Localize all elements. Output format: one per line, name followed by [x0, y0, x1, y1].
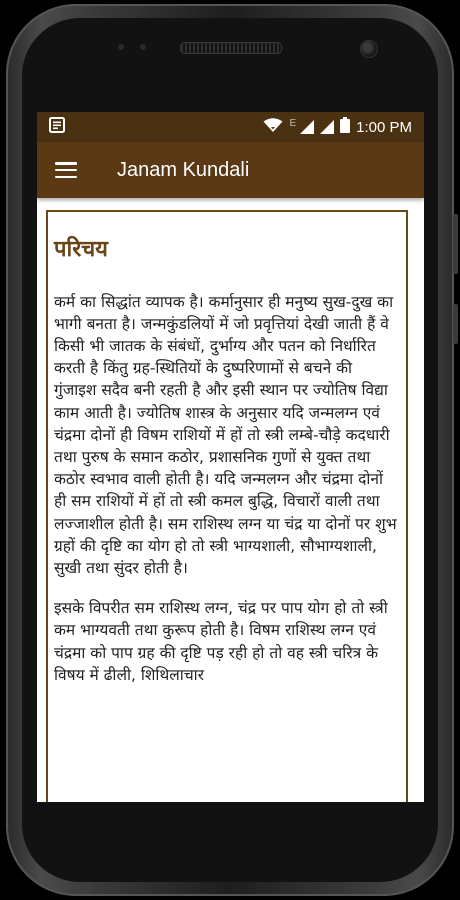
hamburger-menu-icon[interactable] — [55, 162, 77, 178]
section-title: परिचय — [54, 237, 108, 262]
status-time: 1:00 PM — [356, 118, 412, 136]
power-button — [453, 304, 458, 344]
content-paragraph: इसके विपरीत सम राशिस्थ लग्न, चंद्र पर पाप योग हो तो स्त्री कम भाग्यवती तथा कुरूप होती है। विषम राशिस्थ लग्न एवं चंद्रमा को पाप ग्रह की दृष्टि पड़ रही हो तो वह स्त्री चरित्र के विषय में ढीली, शिथिलाचार — [54, 599, 388, 684]
battery-icon — [340, 117, 350, 137]
content-card[interactable] — [46, 210, 408, 802]
signal-icon-secondary — [320, 120, 334, 134]
earpiece-speaker — [180, 42, 282, 54]
signal-icon — [300, 120, 314, 134]
content-paragraph: कर्म का सिद्धांत व्यापक है। कर्मानुसार ही मनुष्य सुख-दुख का भागी बनता है। जन्मकुंडलियों में जो प्रवृत्तियां देखी जाती हैं वे किसी भी जातक के संबंधों, दुर्भाग्य और पतन को निर्धारित करती है किंतु ग्रह-स्थितियों के दुष्परिणामों से बचने की गुंजाइश सदैव बनी रहती है और इसी स्थान पर ज्योतिष विद्या काम आती है। ज्योतिष शास्त्र के अनुसार यदि जन्मलग्न एवं चंद्रमा दोनों ही विषम राशियों में हों तो स्त्री लम्बे-चौड़े कदधारी तथा पुरुष के समान कठोर, प्रशासनिक गुणों से युक्त तथा कठोर स्वभाव वाली होती है। यदि जन्मलग्न और चंद्रमा दोनों ही सम राशियों में हों तो स्त्री कमल बुद्धि, विचारों वाली तथा लज्जाशील होती है। सम राशिस्थ लग्न या चंद्र या दोनों पर शुभ ग्रहों की दृष्टि का योग हो तो स्त्री भाग्यशाली, सौभाग्यशाली, सुखी तथा सुंदर होती है। — [54, 292, 397, 578]
notification-icon — [49, 117, 65, 137]
wifi-icon — [263, 117, 283, 137]
proximity-sensor — [140, 44, 146, 50]
device-screen — [37, 112, 424, 802]
status-bar — [37, 112, 424, 142]
light-sensor — [118, 44, 124, 50]
network-type-label: E — [289, 117, 297, 129]
app-bar — [37, 142, 424, 198]
front-camera — [360, 40, 378, 58]
volume-button — [453, 214, 458, 274]
app-title: Janam Kundali — [117, 158, 250, 181]
